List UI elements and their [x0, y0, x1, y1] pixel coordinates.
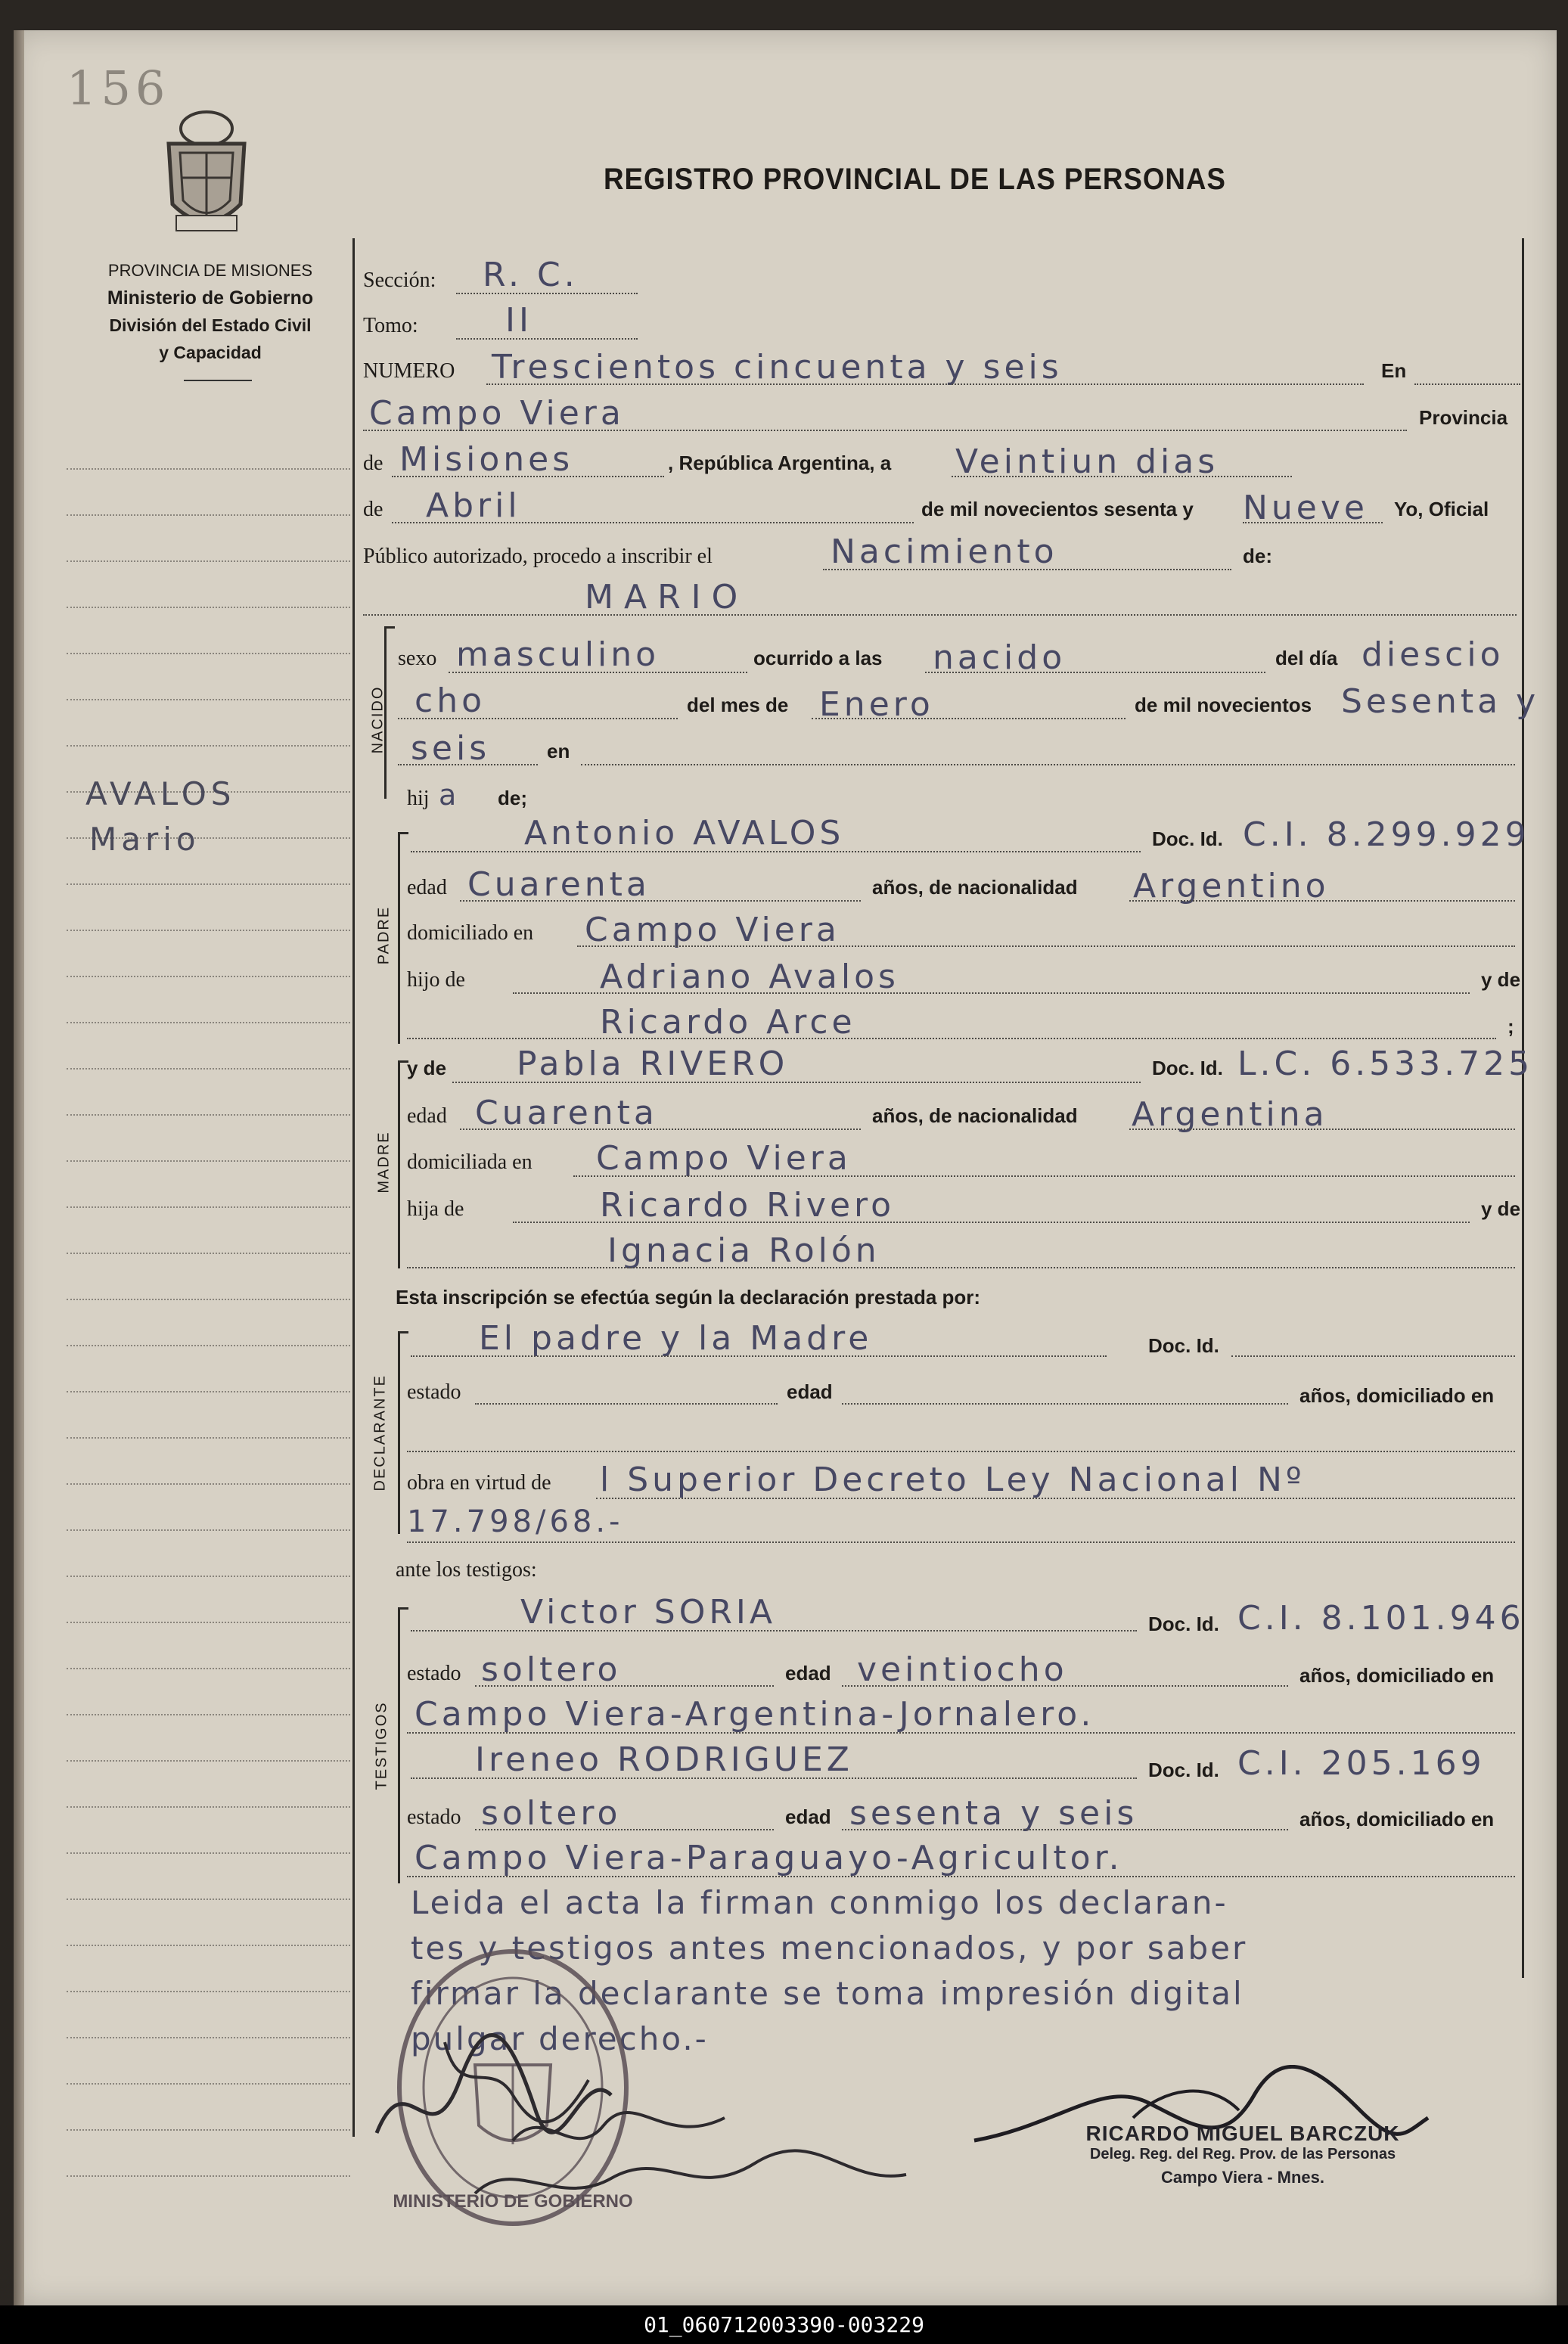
- declarante-value: El padre y la Madre: [479, 1319, 873, 1358]
- anio-label: de mil novecientos sesenta y: [921, 498, 1194, 520]
- dia-acta-value: Veintiun dias: [955, 442, 1219, 481]
- testigo1-dom-label: años, domiciliado en: [1299, 1664, 1495, 1687]
- padre-dom-dots: [577, 945, 1515, 947]
- padre-edad-value: Cuarenta: [467, 865, 650, 904]
- margin-surname: AVALOS: [85, 775, 236, 812]
- book-spine: [14, 30, 24, 2305]
- agency-division: División del Estado Civil: [109, 315, 312, 335]
- testigo2-nombre-dots: [411, 1777, 1137, 1779]
- madre-dom-label: domiciliada en: [407, 1150, 532, 1174]
- closing-line-3: firmar la declarante se toma impresión digital: [411, 1975, 1244, 2012]
- tomo-label: Tomo:: [363, 314, 418, 337]
- republica-label: , República Argentina, a: [668, 452, 892, 474]
- madre-bracket: [398, 1060, 400, 1268]
- numero-value: Trescientos cincuenta y seis: [492, 348, 1063, 387]
- padre-doc-label: Doc. Id.: [1152, 827, 1223, 850]
- testigo2-estado-label: estado: [407, 1805, 461, 1829]
- lugar-value: Campo Viera: [369, 394, 625, 433]
- padre-nombre: Antonio AVALOS: [524, 814, 845, 852]
- en-label: En: [1381, 359, 1407, 382]
- testigo1-estado-label: estado: [407, 1662, 461, 1685]
- madre-padre: Ricardo Rivero: [600, 1186, 896, 1225]
- officer-name: RICARDO MIGUEL BARCZUK: [1085, 2122, 1400, 2145]
- hora-value: nacido: [933, 638, 1067, 677]
- obra-label: obra en virtud de: [407, 1471, 551, 1495]
- madre-hija-label: hija de: [407, 1197, 464, 1221]
- margin-ruled-lines: [67, 424, 350, 2177]
- anio-2-dots: [398, 764, 538, 765]
- testigo2-doc: C.I. 205.169: [1237, 1744, 1486, 1783]
- padre-madre: Ricardo Arce: [600, 1003, 856, 1042]
- register-page: [14, 30, 1557, 2305]
- padre-dom-label: domiciliado en: [407, 921, 534, 945]
- nacido-bracket-top: [384, 626, 395, 629]
- declarante-edad-label: edad: [787, 1380, 833, 1403]
- madre-nac-label: años, de nacionalidad: [872, 1104, 1078, 1127]
- tomo-value: II: [505, 301, 532, 340]
- madre-doc-value: L.C. 6.533.725: [1237, 1045, 1534, 1083]
- hijo-label: hij: [407, 787, 430, 810]
- madre-edad-dots: [460, 1129, 861, 1130]
- stamp-text: MINISTERIO DE GOBIERNO: [393, 2191, 633, 2212]
- testigos-section-label: TESTIGOS: [373, 1701, 390, 1790]
- agency-capacity: y Capacidad: [159, 343, 262, 362]
- closing-line-1: Leida el acta la firman conmigo los declaran-: [411, 1884, 1228, 1921]
- witness-signatures: [362, 2012, 952, 2239]
- provincia-dots: [392, 476, 664, 477]
- madre-madre: Ignacia Rolón: [607, 1231, 880, 1270]
- declarante-bracket: [398, 1331, 400, 1534]
- declaracion-intro: Esta inscripción se efectúa según la declaración prestada por:: [396, 1286, 981, 1309]
- mes-acta-dots: [392, 522, 914, 523]
- madre-edad-label: edad: [407, 1104, 447, 1128]
- testigo1-estado-dots: [475, 1685, 774, 1687]
- obra-2-dots: [407, 1541, 1515, 1543]
- anio-acta-value: Nueve: [1243, 489, 1368, 527]
- mil-label: de mil novecientos: [1135, 694, 1312, 716]
- madre-nacionalidad: Argentina: [1132, 1095, 1328, 1134]
- sexo-label: sexo: [398, 647, 437, 670]
- agency-ministry: Ministerio de Gobierno: [107, 287, 314, 309]
- testigo2-nombre: Ireneo RODRIGUEZ: [475, 1740, 853, 1779]
- tipo-acta-value: Nacimiento: [831, 532, 1058, 571]
- padre-edad-label: edad: [407, 876, 447, 899]
- mes-acta-value: Abril: [426, 486, 521, 525]
- hijo-suffix: a: [439, 778, 461, 812]
- madre-y-de-label: y de: [407, 1057, 447, 1079]
- padre-domicilio: Campo Viera: [585, 911, 840, 949]
- testigo2-edad: sesenta y seis: [849, 1794, 1138, 1833]
- testigos-intro: ante los testigos:: [396, 1558, 537, 1582]
- dia-acta-dots: [952, 476, 1292, 477]
- officer-title: Deleg. Reg. del Reg. Prov. de las Personas: [1089, 2146, 1396, 2162]
- testigo2-estado-dots: [475, 1829, 774, 1830]
- declarante-bracket-top: [398, 1331, 408, 1333]
- testigos-bracket-top: [398, 1607, 408, 1610]
- padre-nombre-dots: [411, 851, 1141, 852]
- anio-value-1: Sesenta y: [1341, 682, 1540, 721]
- anio-value-2: seis: [411, 729, 491, 768]
- oficial-label: Yo, Oficial: [1394, 498, 1489, 520]
- publico-label: Público autorizado, procedo a inscribir el: [363, 545, 713, 568]
- madre-madre-dots: [407, 1267, 1515, 1268]
- document-title: REGISTRO PROVINCIAL DE LAS PERSONAS: [604, 163, 1226, 196]
- nombre-inscripto: MARIO: [585, 578, 749, 616]
- testigo2-dom-label: años, domiciliado en: [1299, 1808, 1495, 1830]
- en-lugar-label: en: [547, 740, 570, 762]
- hora-dots: [925, 672, 1265, 673]
- scan-id-footer: 01_060712003390-003229: [0, 2305, 1568, 2344]
- madre-doc-label: Doc. Id.: [1152, 1057, 1223, 1079]
- declarante-doc-dots: [1231, 1355, 1515, 1357]
- madre-nombre-dots: [452, 1082, 1141, 1083]
- lugar-dots: [363, 430, 1407, 431]
- testigo2-edad-dots: [842, 1829, 1288, 1830]
- declarante-estado-label: estado: [407, 1380, 461, 1404]
- declarante-doc-label: Doc. Id.: [1148, 1334, 1219, 1357]
- misiones-emblem-icon: [154, 106, 259, 242]
- madre-padre-dots: [513, 1222, 1470, 1223]
- ocurrido-label: ocurrido a las: [753, 647, 883, 669]
- sexo-value: masculino: [456, 635, 660, 674]
- madre-section-label: MADRE: [375, 1131, 393, 1194]
- testigo2-dom-dots: [407, 1876, 1515, 1877]
- declarante-edad-dots: [842, 1403, 1288, 1405]
- right-frame-line: [1522, 238, 1524, 1978]
- en-dots: [1414, 383, 1520, 385]
- testigo2-doc-label: Doc. Id.: [1148, 1759, 1219, 1781]
- de-padres-label: de;: [498, 787, 527, 809]
- seccion-value: R. C.: [483, 256, 579, 294]
- testigo2-edad-label: edad: [785, 1805, 831, 1828]
- de2-label: de:: [1243, 545, 1272, 567]
- sexo-dots: [449, 672, 747, 673]
- anio-acta-dots: [1243, 522, 1383, 523]
- testigo1-dom-dots: [407, 1732, 1515, 1734]
- declarante-dom-dots: [407, 1451, 1515, 1452]
- declarante-dots: [411, 1355, 1107, 1357]
- de-label: de: [363, 452, 383, 475]
- provincia-value: Misiones: [399, 440, 574, 479]
- numero-label: NUMERO: [363, 359, 455, 383]
- mes-value: Enero: [819, 685, 934, 724]
- en-lugar-dots: [581, 764, 1515, 765]
- testigo1-doc: C.I. 8.101.946: [1237, 1599, 1525, 1638]
- seccion-dots: [456, 293, 638, 294]
- testigo2-estado: soltero: [481, 1794, 622, 1833]
- padre-section-label: PADRE: [375, 905, 393, 965]
- madre-dom-dots: [573, 1175, 1515, 1177]
- del-mes-label: del mes de: [687, 694, 789, 716]
- declarante-estado-dots: [475, 1403, 778, 1405]
- padre-padre-dots: [513, 992, 1470, 994]
- dia-2-dots: [398, 718, 678, 719]
- padre-nac-label: años, de nacionalidad: [872, 876, 1078, 899]
- testigo1-edad-dots: [842, 1685, 1288, 1687]
- padre-edad-dots: [460, 900, 861, 902]
- dia-value-1: diescio: [1362, 635, 1504, 674]
- madre-nombre: Pabla RIVERO: [517, 1045, 789, 1083]
- testigo1-nombre: Victor SORIA: [520, 1593, 777, 1631]
- testigo1-estado: soltero: [481, 1650, 622, 1689]
- de-mes-label: de: [363, 498, 383, 521]
- left-frame-line: [352, 238, 355, 2137]
- padre-nacionalidad: Argentino: [1133, 867, 1330, 905]
- declarante-dom-label: años, domiciliado en: [1299, 1384, 1495, 1407]
- madre-domicilio: Campo Viera: [596, 1139, 852, 1178]
- nombre-dots: [363, 614, 1517, 616]
- obra-value-1: l Superior Decreto Ley Nacional Nº: [600, 1461, 1306, 1499]
- padre-madre-dots: [407, 1038, 1496, 1039]
- agency-province: PROVINCIA DE MISIONES: [107, 261, 313, 280]
- declarante-section-label: DECLARANTE: [371, 1374, 389, 1492]
- officer-place: Campo Viera - Mnes.: [1161, 2168, 1324, 2187]
- obra-dots: [596, 1498, 1515, 1499]
- seccion-label: Sección:: [363, 269, 436, 292]
- mes-dots: [812, 718, 1126, 719]
- padre-nac-dots: [1129, 900, 1515, 902]
- padre-doc-value: C.I. 8.299.929: [1243, 815, 1530, 854]
- agency-rule: [184, 380, 252, 381]
- page-number: 156: [67, 61, 170, 116]
- testigo1-edad: veintiocho: [857, 1650, 1068, 1689]
- agency-block: [44, 257, 377, 366]
- margin-given-name: Mario: [89, 821, 200, 858]
- closing-line-4: pulgar derecho.-: [411, 2020, 709, 2057]
- padre-y-de-label: y de: [1481, 968, 1521, 991]
- padre-bracket: [398, 832, 400, 1044]
- tomo-dots: [456, 338, 638, 340]
- tipo-acta-dots: [823, 569, 1231, 570]
- obra-value-2: 17.798/68.-: [407, 1504, 624, 1539]
- padre-semicolon: ;: [1507, 1015, 1514, 1038]
- dia-value-2: cho: [415, 681, 486, 720]
- testigo1-edad-label: edad: [785, 1662, 831, 1684]
- numero-dots: [486, 383, 1364, 385]
- officer-block: [1031, 2122, 1455, 2187]
- testigo1-nombre-dots: [411, 1630, 1137, 1631]
- nacido-section-label: NACIDO: [369, 685, 387, 754]
- madre-edad-value: Cuarenta: [475, 1094, 658, 1132]
- closing-line-2: tes y testigos antes mencionados, y por saber: [411, 1930, 1248, 1967]
- padre-bracket-top: [398, 832, 408, 834]
- padre-padre: Adriano Avalos: [600, 958, 899, 996]
- padre-hijo-label: hijo de: [407, 968, 465, 992]
- testigo1-domicilio: Campo Viera-Argentina-Jornalero.: [415, 1695, 1095, 1734]
- testigos-bracket: [398, 1607, 400, 1883]
- testigo1-doc-label: Doc. Id.: [1148, 1613, 1219, 1635]
- testigo2-domicilio: Campo Viera-Paraguayo-Agricultor.: [415, 1839, 1123, 1877]
- madre-y-de-label-2: y de: [1481, 1197, 1521, 1220]
- del-dia-label: del día: [1275, 647, 1338, 669]
- madre-nac-dots: [1129, 1129, 1515, 1130]
- provincia-label: Provincia: [1419, 406, 1508, 429]
